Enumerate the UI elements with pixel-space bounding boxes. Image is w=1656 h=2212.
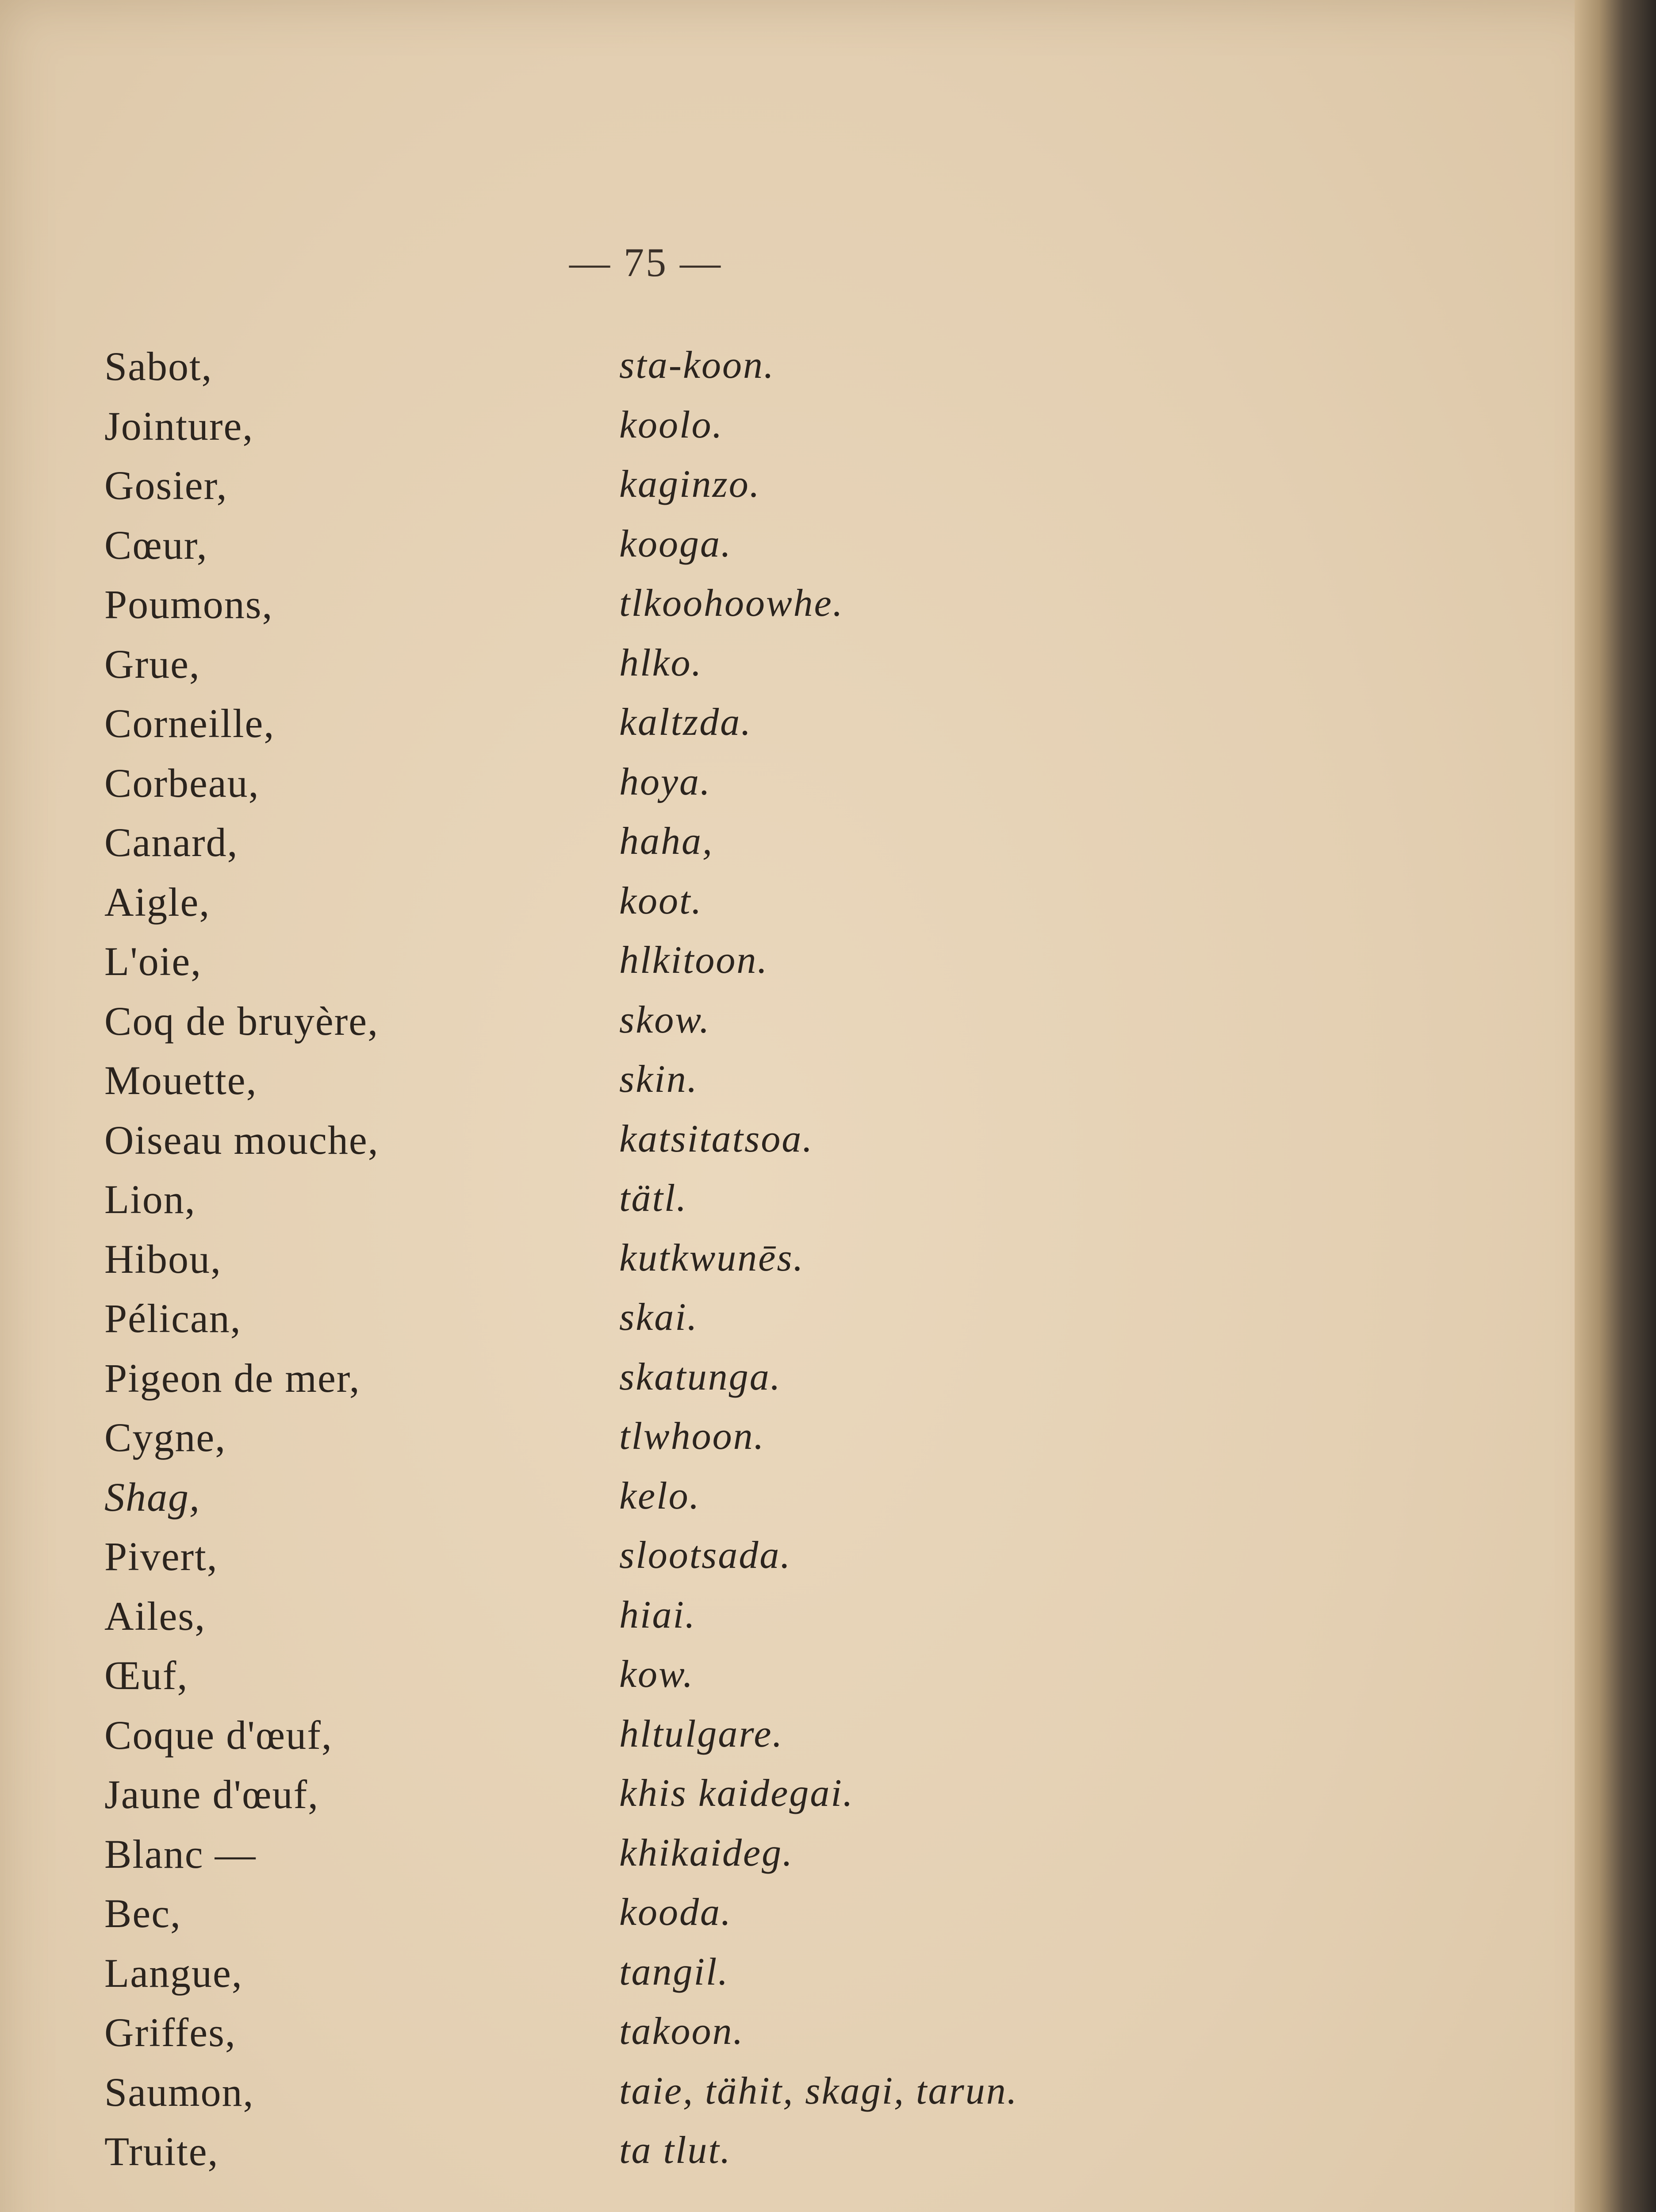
native-term: kelo. [619, 1474, 701, 1517]
list-item [104, 1355, 1387, 1414]
french-term: Aigle, [104, 879, 211, 925]
page-number: — 75 — [569, 240, 722, 285]
french-term: Mouette, [104, 1058, 257, 1103]
book-page-edge [1575, 0, 1656, 2212]
list-item [104, 1414, 1387, 1474]
list-item [104, 1771, 1387, 1831]
native-term: kutkwunēs. [619, 1236, 805, 1279]
list-item [104, 403, 1387, 462]
french-term: Cygne, [104, 1415, 226, 1460]
list-item [104, 1295, 1387, 1355]
french-term: L'oie, [104, 939, 202, 984]
list-item [104, 581, 1387, 641]
native-term: katsitatsoa. [619, 1117, 814, 1160]
french-term: Truite, [104, 2129, 219, 2174]
french-term: Lion, [104, 1177, 196, 1222]
french-term: Jointure, [104, 403, 254, 449]
native-term: koot. [619, 879, 703, 922]
list-item [104, 998, 1387, 1057]
french-term: Shag, [104, 1474, 200, 1520]
list-item [104, 522, 1387, 581]
list-item [104, 1176, 1387, 1236]
native-term: khis kaidegai. [619, 1772, 854, 1815]
native-term: skai. [619, 1296, 698, 1339]
french-term: Coque d'œuf, [104, 1712, 333, 1758]
french-term: Saumon, [104, 2069, 254, 2115]
list-item [104, 819, 1387, 879]
french-term: Corneille, [104, 701, 275, 746]
list-item [104, 641, 1387, 700]
french-term: Ailes, [104, 1593, 206, 1639]
french-term: Pigeon de mer, [104, 1355, 360, 1401]
native-term: skatunga. [619, 1355, 782, 1398]
french-term: Sabot, [104, 344, 213, 389]
list-item [104, 1474, 1387, 1533]
native-term: kooga. [619, 522, 732, 565]
list-item [104, 1831, 1387, 1890]
native-term: tangil. [619, 1950, 729, 1993]
list-item [104, 1057, 1387, 1117]
french-term: Pivert, [104, 1534, 218, 1579]
list-item [104, 1593, 1387, 1652]
native-term: hltulgare. [619, 1712, 784, 1755]
list-item [104, 1533, 1387, 1593]
native-term: koolo. [619, 403, 724, 446]
native-term: tlkoohoowhe. [619, 582, 844, 625]
list-item [104, 1712, 1387, 1771]
list-item [104, 1236, 1387, 1295]
french-term: Poumons, [104, 582, 273, 627]
native-term: hlko. [619, 641, 703, 684]
native-term: ta tlut. [619, 2129, 732, 2172]
list-item [104, 879, 1387, 938]
native-term: skin. [619, 1058, 698, 1101]
list-item [104, 700, 1387, 760]
native-term: kooda. [619, 1891, 732, 1934]
list-item [104, 462, 1387, 522]
list-item [104, 1117, 1387, 1176]
list-item [104, 1652, 1387, 1712]
native-term: tlwhoon. [619, 1415, 765, 1458]
native-term: hoya. [619, 760, 712, 803]
list-item [104, 1890, 1387, 1950]
native-term: khikaideg. [619, 1831, 794, 1874]
french-term: Jaune d'œuf, [104, 1772, 319, 1817]
french-term: Grue, [104, 641, 200, 687]
french-term: Corbeau, [104, 760, 260, 806]
native-term: kow. [619, 1653, 694, 1696]
native-term: sta-koon. [619, 344, 775, 387]
list-item [104, 2009, 1387, 2069]
vocabulary-list [104, 343, 1387, 2188]
french-term: Pélican, [104, 1296, 242, 1341]
french-term: Gosier, [104, 463, 228, 508]
native-term: hlkitoon. [619, 939, 769, 982]
french-term: Langue, [104, 1950, 243, 1996]
list-item [104, 2128, 1387, 2188]
native-term: hiai. [619, 1593, 696, 1636]
french-term: Cœur, [104, 522, 208, 568]
french-term: Canard, [104, 820, 238, 865]
french-term: Bec, [104, 1891, 182, 1936]
list-item [104, 760, 1387, 819]
native-term: kaginzo. [619, 463, 761, 506]
native-term: haha, [619, 820, 713, 863]
list-item [104, 343, 1387, 403]
list-item [104, 2069, 1387, 2128]
french-term: Œuf, [104, 1653, 188, 1698]
native-term: kaltzda. [619, 701, 752, 744]
list-item [104, 938, 1387, 998]
french-term: Coq de bruyère, [104, 998, 379, 1044]
french-term: Oiseau mouche, [104, 1117, 379, 1163]
french-term: Griffes, [104, 2010, 236, 2055]
list-item [104, 1950, 1387, 2009]
native-term: slootsada. [619, 1534, 792, 1577]
french-term: Blanc — [104, 1831, 257, 1877]
native-term: skow. [619, 998, 711, 1041]
native-term: takoon. [619, 2010, 744, 2053]
native-term: taie, tähit, skagi, tarun. [619, 2069, 1018, 2112]
french-term: Hibou, [104, 1236, 222, 1282]
native-term: tätl. [619, 1177, 688, 1220]
